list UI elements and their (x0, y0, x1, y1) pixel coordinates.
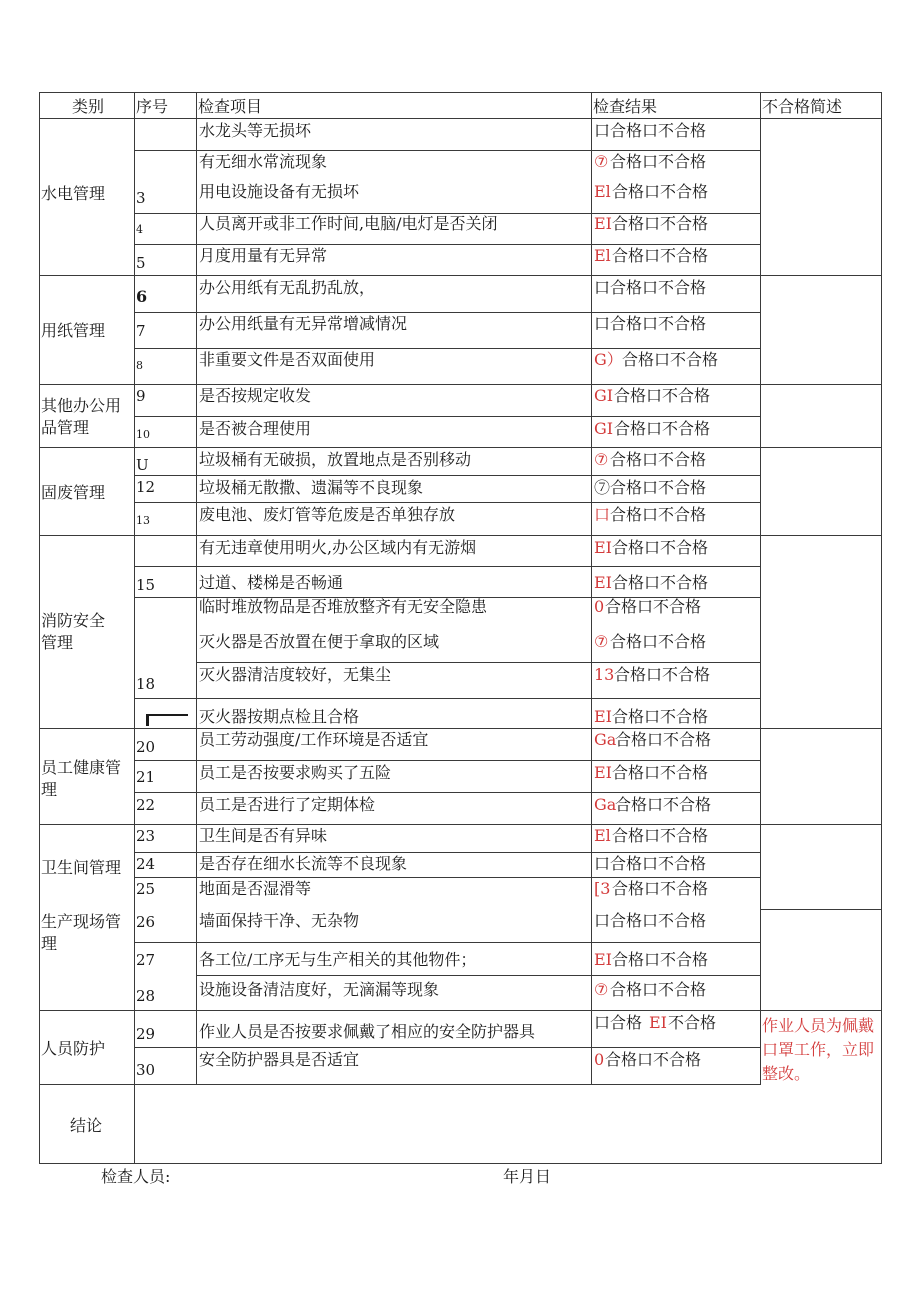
row-line (134, 244, 761, 245)
result-mark: Ga (594, 730, 617, 749)
row-number: 29 (136, 1025, 156, 1043)
result-mark: GI (594, 419, 614, 438)
sep-health (39, 728, 882, 729)
row-number: 25 (136, 880, 156, 898)
row-line (134, 698, 761, 699)
category-conclusion: 结论 (70, 1116, 103, 1135)
result-mark: EI (594, 214, 612, 233)
check-item: 员工是否按要求购买了五险 (199, 763, 392, 782)
check-result-fail: 不合格 (668, 1013, 717, 1032)
check-result: ⑦合格口不合格 (594, 478, 707, 497)
check-result: 合格口不合格 (612, 246, 709, 265)
check-item: 员工劳动强度/工作环境是否适宜 (199, 730, 429, 749)
check-result: 合格口不合格 (605, 597, 702, 616)
result-mark-fail: EI (649, 1013, 667, 1032)
category-restroom: 卫生间管理 (41, 858, 122, 877)
sep-restroom (39, 824, 882, 825)
check-result: 合格口不合格 (612, 573, 709, 592)
check-item: 地面是否湿滑等 (199, 879, 312, 898)
check-result: 口合格口不合格 (594, 314, 707, 333)
check-result: 合格口不合格 (610, 505, 707, 524)
col-line-item (196, 92, 197, 1084)
check-result: 合格口不合格 (612, 707, 709, 726)
check-item: 月度用量有无异常 (199, 246, 328, 265)
row-number: 26 (136, 913, 156, 931)
check-result: 合格口不合格 (614, 386, 711, 405)
table-border-bottom (39, 1163, 882, 1164)
check-result: 合格口不合格 (612, 950, 709, 969)
result-mark: EI (594, 950, 612, 969)
row-number: 30 (136, 1061, 156, 1079)
check-result: 合格口不合格 (610, 152, 707, 171)
header-number: 序号 (136, 97, 169, 116)
check-item: 灭火器清洁度较好，无集尘 (199, 665, 392, 684)
result-mark: EI (594, 707, 612, 726)
row-number: 13 (136, 514, 150, 527)
check-item: 是否存在细水长流等不良现象 (199, 854, 408, 873)
check-item: 过道、楼梯是否畅通 (199, 573, 344, 592)
result-mark: 口 (594, 505, 611, 524)
row-line (134, 1047, 761, 1048)
category-paper: 用纸管理 (41, 321, 106, 340)
check-item: 各工位/工序无与生产相关的其他物件； (199, 950, 477, 969)
check-item: 灭火器是否放置在便于拿取的区域 (199, 632, 440, 651)
check-result: 合格口不合格 (612, 879, 709, 898)
check-result: 合格口不合格 (614, 419, 711, 438)
check-item: 临时堆放物品是否堆放整齐有无安全隐患 (199, 597, 488, 616)
check-item: 有无违章使用明火,办公区域内有无游烟 (199, 538, 477, 557)
category-water-electric: 水电管理 (41, 184, 106, 203)
check-result: 口合格口不合格 (594, 854, 707, 873)
check-item: 设施设备清洁度好，无滴漏等现象 (199, 980, 440, 999)
check-result: 合格口不合格 (612, 826, 709, 845)
category-ppe: 人员防护 (41, 1039, 106, 1058)
category-fire-safety: 消防安全管理 (41, 611, 106, 652)
check-item: 办公用纸量有无异常增减情况 (199, 314, 408, 333)
category-staff-health: 员工健康管理 (41, 758, 122, 799)
check-result: 合格口不合格 (615, 730, 712, 749)
row-number: 12 (136, 478, 156, 496)
inspector-label: 检查人员: (101, 1167, 171, 1186)
row-line (134, 416, 761, 417)
result-mark: El (594, 826, 611, 845)
check-item: 办公用纸有无乱扔乱放， (199, 278, 376, 297)
row-number: 23 (136, 827, 156, 845)
row-line (134, 760, 761, 761)
row-line (134, 792, 761, 793)
check-item: 废电池、废灯管等危废是否单独存放 (199, 505, 456, 524)
header-remark: 不合格简述 (762, 97, 843, 116)
check-result: 合格口不合格 (612, 763, 709, 782)
check-result: 合格口不合格 (615, 795, 712, 814)
table-border-left (39, 92, 40, 1164)
check-item: 灭火器按期点检且合格 (199, 707, 360, 726)
row-line (134, 348, 761, 349)
row-number: 8 (136, 359, 143, 372)
result-mark: ⑦ (594, 632, 609, 651)
check-result: 口合格口不合格 (594, 278, 707, 297)
check-result: 合格口不合格 (610, 980, 707, 999)
check-item: 员工是否进行了定期体检 (199, 795, 376, 814)
row-number: 15 (136, 576, 156, 594)
col-line-remark (760, 92, 761, 1084)
row-number: 21 (136, 768, 156, 786)
row-line (134, 150, 761, 151)
row-number: 4 (136, 223, 143, 236)
header-result: 检查结果 (593, 97, 658, 116)
header-category: 类别 (72, 97, 105, 116)
table-border-top (39, 92, 882, 93)
category-solid-waste: 固废管理 (41, 483, 106, 502)
result-mark: 0 (594, 1050, 605, 1069)
row-number: 20 (136, 738, 156, 756)
row-line (134, 312, 761, 313)
remark-note: 作业人员为佩戴口罩工作，立即整改。 (762, 1016, 875, 1083)
check-item: 人员离开或非工作时间,电脑/电灯是否关闭 (199, 214, 498, 233)
result-mark: ⑦ (594, 980, 609, 999)
table-border-right (881, 92, 882, 1164)
row-number: 28 (136, 987, 156, 1005)
check-result: 口合格 (594, 1013, 643, 1032)
sep-conclusion-right (134, 1084, 761, 1085)
check-item: 安全防护器具是否适宜 (199, 1050, 360, 1069)
result-mark: 13 (594, 665, 615, 684)
check-item: 非重要文件是否双面使用 (199, 350, 376, 369)
row-number: 18 (136, 675, 156, 693)
row-number: 22 (136, 796, 156, 814)
date-label: 年月日 (503, 1167, 552, 1186)
sep-waste (39, 447, 882, 448)
header-line (39, 118, 882, 119)
row-number: 24 (136, 855, 156, 873)
row-number: 3 (136, 189, 146, 207)
row-number: 5 (136, 254, 146, 272)
row-number: 9 (136, 387, 146, 405)
sep-office (39, 384, 882, 385)
check-result: 合格口不合格 (612, 538, 709, 557)
result-mark: ⑦ (594, 152, 609, 171)
check-result: 合格口不合格 (622, 350, 719, 369)
col-line-number (134, 92, 135, 1164)
result-mark: ⑦ (594, 450, 609, 469)
check-item: 垃圾桶有无破损，放置地点是否别移动 (199, 450, 472, 469)
result-mark: EI (594, 763, 612, 782)
check-item: 是否按规定收发 (199, 386, 312, 405)
row-line (134, 475, 761, 476)
check-item: 垃圾桶无散撒、遗漏等不良现象 (199, 478, 424, 497)
sep-ppe (39, 1010, 882, 1011)
row-line (134, 566, 761, 567)
check-result: 合格口不合格 (605, 1050, 702, 1069)
category-office-supplies: 其他办公用品管理 (41, 396, 122, 437)
check-result: 合格口不合格 (610, 632, 707, 651)
result-mark: EI (594, 538, 612, 557)
check-result: 口合格口不合格 (594, 911, 707, 930)
check-item: 卫生间是否有异味 (199, 826, 328, 845)
row-number: U (136, 456, 149, 474)
bracket-mark (144, 714, 188, 726)
result-mark: El (594, 182, 611, 201)
remark-split (760, 909, 882, 910)
result-mark: 0 (594, 597, 605, 616)
row-number: 10 (136, 428, 150, 441)
row-number: 27 (136, 951, 156, 969)
row-number: 7 (136, 322, 146, 340)
sep-conclusion-left (39, 1084, 135, 1085)
row-line (134, 852, 761, 853)
check-item: 作业人员是否按要求佩戴了相应的安全防护器具 (199, 1022, 536, 1041)
sep-paper (39, 275, 882, 276)
row-line (196, 662, 761, 663)
result-mark: [3 (594, 879, 611, 898)
check-result: 口合格口不合格 (594, 121, 707, 140)
check-result: 合格口不合格 (612, 182, 709, 201)
check-result: 合格口不合格 (610, 450, 707, 469)
row-line (196, 975, 761, 976)
result-mark: EI (594, 573, 612, 592)
check-result: 合格口不合格 (614, 665, 711, 684)
row-line (134, 502, 761, 503)
result-mark: GI (594, 386, 614, 405)
check-result: 合格口不合格 (612, 214, 709, 233)
check-item: 是否被合理使用 (199, 419, 312, 438)
col-line-result (591, 92, 592, 1084)
check-item: 墙面保持干净、无杂物 (199, 911, 360, 930)
check-item: 水龙头等无损坏 (199, 121, 312, 140)
row-number: 6 (136, 287, 148, 306)
check-item: 有无细水常流现象 (199, 152, 328, 171)
category-production-site: 生产现场管理 (41, 912, 122, 953)
header-item: 检查项目 (198, 97, 263, 116)
result-mark: El (594, 246, 611, 265)
result-mark: Ga (594, 795, 617, 814)
check-item: 用电设施设备有无损坏 (199, 182, 360, 201)
row-line (134, 877, 761, 878)
result-mark: G） (594, 350, 623, 369)
sep-fire (39, 535, 882, 536)
row-line (134, 942, 761, 943)
